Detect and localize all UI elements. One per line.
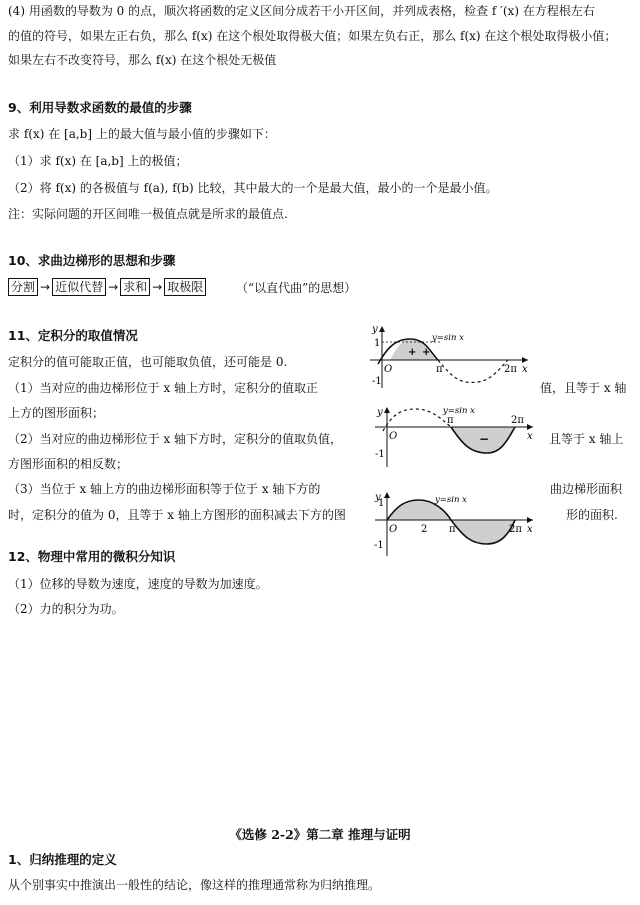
axis-label: y — [375, 492, 381, 503]
origin-label: O — [384, 364, 393, 375]
paragraph-line: 且等于 x 轴上 — [549, 432, 624, 446]
tick-label: -1 — [375, 449, 385, 460]
tick-label: π — [449, 524, 456, 535]
paragraph-line: （2）当对应的曲边梯形位于 x 轴下方时，定积分的值取负值， — [8, 432, 343, 446]
section-heading: 10、求曲边梯形的思想和步骤 — [8, 253, 176, 268]
paragraph-line: 定积分的值可能取正值，也可能取负值，还可能是 0. — [8, 355, 288, 369]
list-item: （1）求 f(x) 在 [a,b] 上的极值； — [8, 154, 188, 168]
sine-curve-dashed — [438, 360, 508, 382]
tick-label: π — [447, 415, 454, 426]
paragraph-line: 从个别事实中推演出一般性的结论，像这样的推理通常称为归纳推理。 — [8, 878, 381, 892]
paragraph-line: 曲边梯形面积 — [550, 482, 623, 496]
list-item: （1）位移的导数为速度，速度的导数为加速度。 — [8, 577, 268, 591]
note: 注：实际问题的开区间唯一极值点就是所求的最值点. — [8, 207, 288, 221]
arrow-icon: → — [40, 280, 51, 294]
curve-label: y=sin x — [443, 406, 475, 416]
sine-graph-mixed — [365, 490, 537, 562]
sign-label: + — [408, 347, 417, 358]
tick-label: -1 — [372, 376, 382, 387]
paragraph-line: 上方的图形面积； — [8, 406, 105, 420]
tick-label: π — [436, 364, 443, 375]
arrow-icon: → — [152, 280, 163, 294]
sign-label: − — [479, 432, 490, 446]
list-item: （2）将 f(x) 的各极值与 f(a), f(b) 比较，其中最大的一个是最大值，最小的一个是最小值。 — [8, 181, 498, 195]
tick-label: 1 — [378, 498, 385, 509]
paragraph-line: 的值的符号，如果左正右负，那么 f(x) 在这个根处取得极大值；如果左负右正，那么 f(x) 在这个根处取得极小值； — [8, 29, 617, 43]
sine-graph-positive — [362, 322, 532, 392]
quote-note: （“以直代曲”的思想） — [236, 281, 357, 295]
tick-label: 1 — [374, 338, 381, 349]
paragraph-line: （1）当对应的曲边梯形位于 x 轴上方时，定积分的值取正 — [8, 381, 319, 395]
paragraph-line: （3）当位于 x 轴上方的曲边梯形面积等于位于 x 轴下方的 — [8, 482, 321, 496]
arrow-icon: → — [108, 280, 119, 294]
section-heading: 12、物理中常用的微积分知识 — [8, 549, 176, 564]
section-heading: 9、利用导数求函数的最值的步骤 — [8, 100, 192, 115]
sign-label: + — [422, 347, 431, 358]
axis-label: y — [377, 407, 383, 418]
paragraph-line: 如果左右不改变符号，那么 f(x) 在这个根处无极值 — [8, 53, 277, 67]
sine-graph-negative — [365, 405, 537, 475]
paragraph-line: 求 f(x) 在 [a,b] 上的最大值与最小值的步骤如下： — [8, 127, 276, 141]
origin-label: O — [389, 524, 398, 535]
paragraph-line: 方图形面积的相反数； — [8, 457, 129, 471]
paragraph-line: 形的面积. — [566, 508, 618, 522]
tick-label: -1 — [374, 540, 384, 551]
sine-curve-dashed — [383, 409, 451, 431]
tick-label: 2π — [504, 364, 517, 375]
origin-label: O — [389, 431, 398, 442]
flow-step: 求和 — [120, 278, 150, 296]
tick-label: 2π — [509, 524, 522, 535]
paragraph-line: (4) 用函数的导数为 0 的点，顺次将函数的定义区间分成若干小开区间，并列成表格，检查 f ′(x) 在方程根左右 — [8, 4, 595, 18]
list-item: （2）力的积分为功。 — [8, 602, 124, 616]
curve-label: y=sin x — [432, 333, 464, 343]
axis-label: x — [527, 524, 533, 535]
axis-label: y — [372, 324, 378, 335]
section-heading: 1、归纳推理的定义 — [8, 852, 117, 867]
tick-label: 2π — [511, 415, 524, 426]
flow-step: 分割 — [8, 278, 38, 296]
curve-label: y=sin x — [435, 495, 467, 505]
flow-step: 近似代替 — [52, 278, 106, 296]
section-heading: 11、定积分的取值情况 — [8, 328, 138, 343]
paragraph-line: 时，定积分的值为 0，且等于 x 轴上方图形的面积减去下方的图 — [8, 508, 346, 522]
paragraph-line: 值，且等于 x 轴 — [540, 381, 627, 395]
axis-label: x — [527, 431, 533, 442]
chapter-title: 《选修 2-2》第二章 推理与证明 — [229, 827, 411, 842]
axis-label: x — [522, 364, 528, 375]
process-flow — [8, 278, 206, 296]
flow-step: 取极限 — [164, 278, 206, 296]
tick-label: 2 — [421, 524, 428, 535]
